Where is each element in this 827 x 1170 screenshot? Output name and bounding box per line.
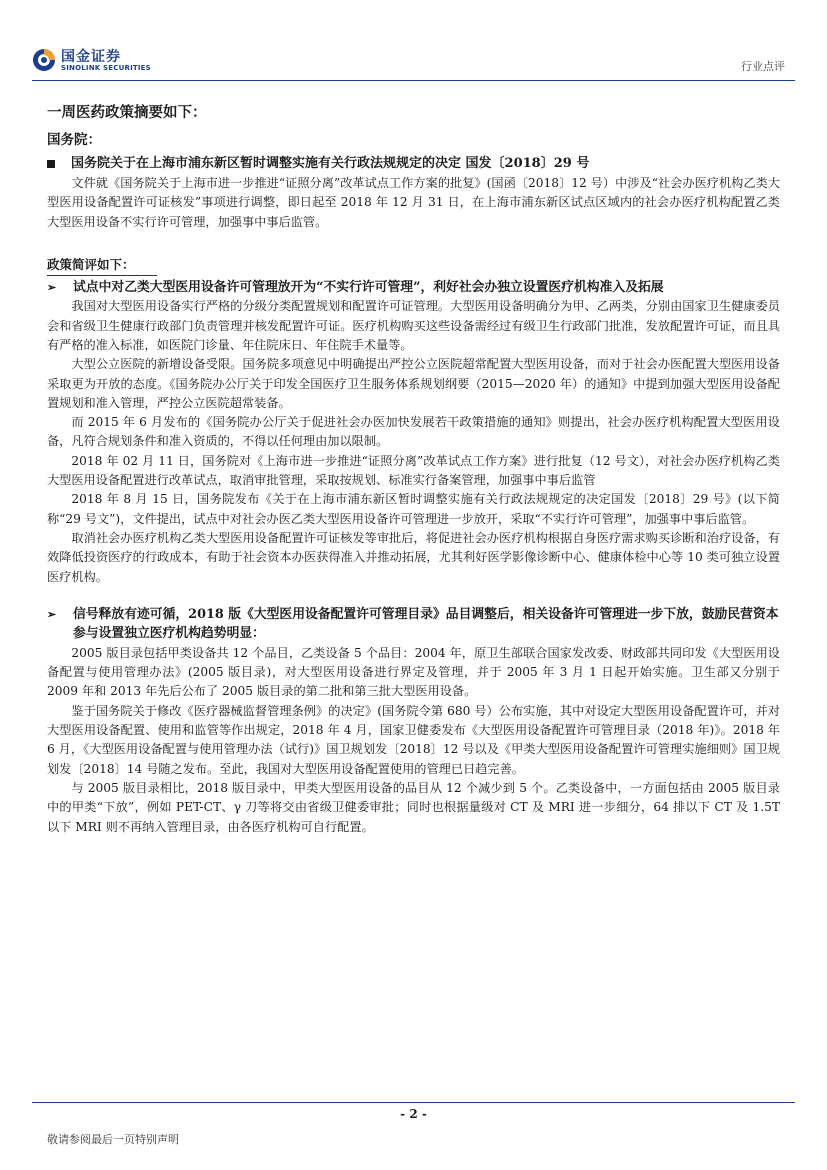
point-heading [47, 278, 780, 298]
point-paragraph: 2005 版目录包括甲类设备共 12 个品目，乙类设备 5 个品目：2004 年，原卫生部联合国家发改委、财政部共同印发《大型医用设备配置与使用管理办法》(2005 版目录)，对大型医用设备进行界定及管理，并于 2005 年 3 月 1 日起开始实施。卫生部又分别于 2009 年和 2013 年先后公布了 2005 版目录的第二批和第三批大型医用设备。 [47, 645, 780, 699]
disclaimer-note: 敬请参阅最后一页特别声明 [47, 1133, 179, 1146]
point-paragraph: 与 2005 版目录相比，2018 版目录中，甲类大型医用设备的品目从 12 个减少到 5 个。乙类设备中，一方面包括由 2005 版目录中的甲类“下放”，例如 PET-CT、γ 刀等将交由省级卫健委审批；同时也根据量级对 CT 及 MRI 进一步细分，64 排以下 CT 及 1.5T 以下 MRI 则不再纳入管理目录，由各医疗机构可自行配置。 [47, 780, 780, 834]
page-body [47, 98, 780, 837]
policy-paragraph: 文件就《国务院关于上海市进一步推进“证照分离”改革试点工作方案的批复》(国函〔2018〕12 号）中涉及“社会办医疗机构乙类大型医用设备配置许可证核发”事项进行调整，即日起至 2018 年 12 月 31 日，在上海市浦东新区试点区域内的社会办医疗机构配置乙类大型医用设备不实行许可管理，加强事中事后监管。 [47, 176, 780, 229]
point-paragraph: 我国对大型医用设备实行严格的分级分类配置规划和配置许可证管理。大型医用设备明确分为甲、乙两类，分别由国家卫生健康委员会和省级卫生健康行政部门负责管理并核发配置许可证。医疗机构购买这些设备需经过有级卫生行政部门批准，发放配置许可证，而且具有严格的准入标准，如医院门诊量、年住院床日、年住院手术量等。 [47, 299, 780, 352]
page-number: - 2 - [400, 1107, 427, 1121]
policy-heading-text: 国务院关于在上海市浦东新区暂时调整实施有关行政法规规定的决定 国发〔2018〕29 号 [71, 156, 590, 171]
point-heading-text: 信号释放有迹可循，2018 版《大型医用设备配置许可管理目录》品目调整后，相关设备许可管理进一步下放，鼓励民营资本参与设置独立医疗机构趋势明显： [73, 606, 779, 642]
section-subtitle: 国务院： [47, 132, 101, 148]
review-label: 政策简评如下： [47, 256, 157, 276]
arrow-bullet-icon: ➢ [47, 280, 57, 294]
point-paragraph: 取消社会办医疗机构乙类大型医用设备配置许可证核发等审批后，将促进社会办医疗机构根据自身医疗需求购买诊断和治疗设备，有效降低投资医疗的行政成本，有助于社会资本办医获得准入并推动拓展，尤其利好医学影像诊断中心、健康体检中心等 10 类可独立设置医疗机构。 [47, 530, 780, 584]
logo-circle-icon [32, 48, 56, 72]
company-logo [32, 46, 152, 76]
arrow-bullet-icon: ➢ [47, 607, 57, 621]
point-paragraph: 而 2015 年 6 月发布的《国务院办公厅关于促进社会办医加快发展若干政策措施的通知》则提出，社会办医疗机构配置大型医用设备，凡符合规划条件和准入资质的，不得以任何理由加以限制。 [47, 415, 780, 449]
document-type-label: 行业点评 [741, 60, 785, 73]
page-title: 一周医药政策摘要如下： [47, 104, 207, 121]
point-heading [47, 605, 780, 644]
point-paragraph: 鉴于国务院关于修改《医疗器械监督管理条例》的决定》(国务院令第 680 号）公布实施，其中对设定大型医用设备配置许可，并对大型医用设备配置、使用和监管等作出规定，2018 年 4 月，国家卫健委发布《大型医用设备配置许可管理目录（2018 年)》。2018 年 6 月，《大型医用设备配置与使用管理办法（试行)》国卫规划发〔2018〕12 号以及《甲类大型医用设备配置许可管理实施细则》国卫规划发〔2018〕14 号随之发布。至此，我国对大型医用设备配置使用的管理已日趋完善。 [47, 703, 780, 776]
logo-name-cn: 国金证券 [61, 49, 121, 65]
point-paragraph: 2018 年 8 月 15 日，国务院发布《关于在上海市浦东新区暂时调整实施有关行政法规规定的决定国发〔2018〕29 号》(以下简称“29 号文”)，文件提出，试点中对社会办医乙类大型医用设备许可管理进一步放开，采取“不实行许可管理”，加强事中事后监管。 [47, 492, 780, 526]
point-paragraph: 2018 年 02 月 11 日，国务院对《上海市进一步推进“证照分离”改革试点工作方案》进行批复（12 号文），对社会办医疗机构乙类大型医用设备配置进行改革试点，取消审批管理，采取按规划、标准实行备案管理，加强事中事后监管 [47, 453, 780, 488]
square-bullet-icon [47, 160, 55, 168]
logo-name-en: SINOLINK SECURITIES [61, 64, 151, 72]
footer-divider [32, 1102, 795, 1103]
policy-heading [47, 154, 780, 174]
header-divider [32, 80, 795, 81]
point-heading-text: 试点中对乙类大型医用设备许可管理放开为“不实行许可管理”，利好社会办独立设置医疗机构准入及拓展 [73, 279, 664, 295]
point-paragraph: 大型公立医院的新增设备受限。国务院多项意见中明确提出严控公立医院超常配置大型医用设备，而对于社会办医配置大型医用设备采取更为开放的态度。《国务院办公厅关于印发全国医疗卫生服务体系规划纲要（2015—2020 年）的通知》中提到加强大型医用设备配置规划和准入管理，严控公立医院超常装备。 [47, 357, 780, 410]
page-header [0, 0, 827, 90]
